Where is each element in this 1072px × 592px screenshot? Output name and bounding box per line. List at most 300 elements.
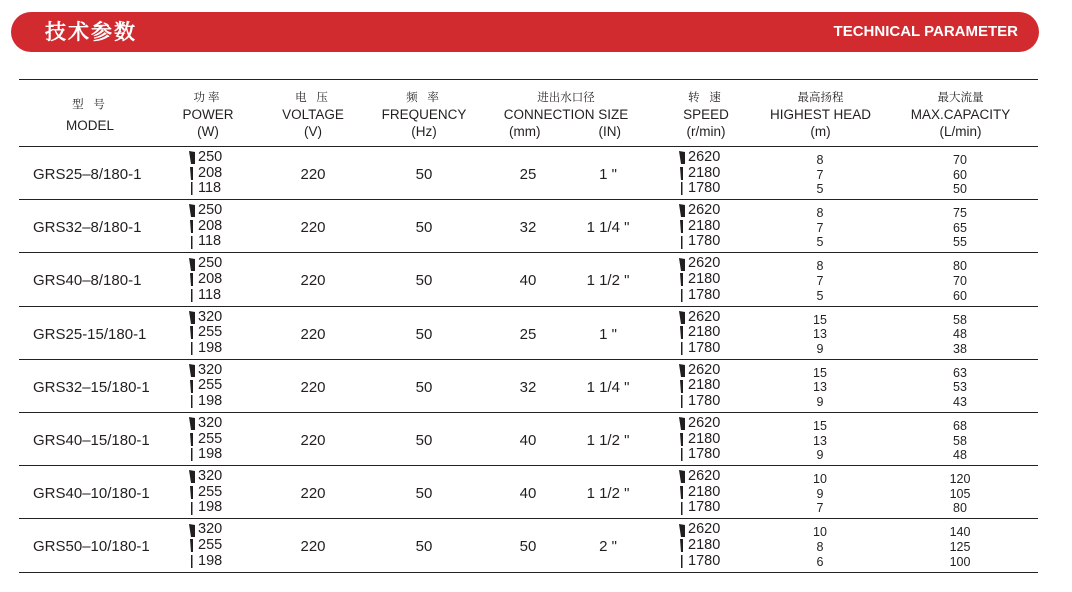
capacity-value: 70	[953, 273, 967, 288]
power-value-line	[189, 310, 222, 326]
header-head-en: HIGHEST HEAD	[769, 107, 872, 122]
connection-inch-cell: 1 1/2 "	[586, 272, 630, 290]
head-value: 7	[816, 220, 824, 235]
head-cell	[790, 153, 850, 197]
speed-value: 2620	[688, 308, 721, 325]
speed-value: 2620	[688, 415, 721, 431]
capacity-cell	[930, 525, 990, 569]
medium-speed-marker-icon	[189, 167, 195, 180]
head-value: 8	[816, 259, 824, 274]
header-speed	[666, 89, 746, 140]
medium-speed-marker-icon	[189, 539, 195, 552]
high-speed-marker-icon	[679, 204, 685, 217]
header-head	[758, 89, 883, 140]
speed-cell	[679, 150, 720, 197]
voltage-cell: 220	[300, 485, 326, 503]
power-value: 198	[198, 446, 223, 463]
low-speed-marker-icon	[679, 342, 685, 355]
speed-value: 1780	[688, 339, 721, 356]
power-value: 255	[198, 430, 223, 447]
connection-mm-cell: 50	[519, 538, 537, 556]
head-cell	[790, 525, 850, 569]
capacity-value: 100	[949, 554, 971, 569]
speed-value: 2180	[688, 324, 721, 341]
power-value-line	[189, 363, 222, 379]
voltage-cell: 220	[300, 325, 326, 343]
high-speed-marker-icon	[189, 417, 195, 430]
capacity-value: 58	[953, 312, 967, 327]
header-voltage	[268, 89, 358, 140]
capacity-value: 105	[949, 486, 971, 501]
head-value: 9	[816, 341, 824, 356]
connection-inch-cell: 1 1/2 "	[586, 485, 630, 503]
capacity-value: 53	[953, 380, 967, 395]
header-model-en: MODEL	[65, 118, 114, 133]
speed-value-line	[679, 469, 720, 485]
model-cell: GRS40–15/180-1	[33, 432, 150, 449]
power-value-line	[189, 234, 222, 250]
medium-speed-marker-icon	[679, 433, 685, 446]
medium-speed-marker-icon	[679, 380, 685, 393]
speed-value-line	[679, 166, 720, 182]
head-value: 15	[813, 312, 827, 327]
low-speed-marker-icon	[679, 448, 685, 461]
speed-value: 1780	[688, 286, 721, 303]
medium-speed-marker-icon	[189, 220, 195, 233]
head-cell	[790, 313, 850, 357]
connection-inch-cell: 1 "	[599, 166, 617, 183]
voltage-cell: 220	[300, 538, 326, 556]
power-cell	[189, 310, 222, 357]
power-value: 250	[198, 202, 223, 219]
high-speed-marker-icon	[679, 470, 685, 483]
head-value: 8	[816, 206, 824, 221]
low-speed-marker-icon	[189, 555, 195, 568]
table-row	[0, 253, 1072, 306]
speed-cell	[679, 522, 720, 569]
banner-title-en: TECHNICAL PARAMETER	[833, 23, 1018, 40]
table-row	[0, 413, 1072, 466]
capacity-cell	[930, 206, 990, 250]
power-value-line	[189, 203, 222, 219]
power-cell	[189, 416, 222, 463]
low-speed-marker-icon	[679, 289, 685, 302]
speed-value-line	[679, 234, 720, 250]
high-speed-marker-icon	[679, 151, 685, 164]
capacity-value: 125	[949, 539, 971, 554]
speed-value-line	[679, 219, 720, 235]
low-speed-marker-icon	[189, 236, 195, 249]
high-speed-marker-icon	[189, 470, 195, 483]
power-value: 250	[198, 149, 223, 165]
power-value: 118	[198, 233, 222, 250]
head-value: 8	[816, 539, 824, 554]
speed-value: 2620	[688, 521, 721, 538]
capacity-value: 75	[953, 206, 967, 221]
capacity-cell	[930, 153, 990, 197]
high-speed-marker-icon	[189, 258, 195, 271]
model-cell: GRS32–8/180-1	[33, 219, 142, 237]
header-connection	[491, 89, 641, 140]
low-speed-marker-icon	[679, 395, 685, 408]
header-speed-cn: 转 速	[688, 90, 724, 104]
frequency-cell: 50	[415, 272, 433, 290]
power-value-line	[189, 378, 222, 394]
capacity-cell	[930, 472, 990, 516]
head-cell	[790, 472, 850, 516]
capacity-cell	[930, 313, 990, 357]
table-row	[0, 466, 1072, 519]
speed-value-line	[679, 394, 720, 410]
voltage-cell: 220	[300, 219, 326, 237]
low-speed-marker-icon	[679, 236, 685, 249]
speed-value-line	[679, 325, 720, 341]
power-value: 320	[198, 308, 223, 325]
header-power-unit: (W)	[197, 124, 219, 139]
head-value: 13	[813, 380, 827, 395]
power-cell	[189, 522, 222, 569]
header-capacity-cn: 最大流量	[937, 90, 984, 104]
medium-speed-marker-icon	[189, 380, 195, 393]
power-value-line	[189, 166, 222, 182]
speed-value-line	[679, 447, 720, 463]
power-value: 320	[198, 361, 223, 378]
power-value: 320	[198, 521, 223, 538]
header-frequency-unit: (Hz)	[411, 124, 437, 139]
connection-inch-cell: 1 "	[599, 325, 617, 343]
head-value: 15	[813, 419, 827, 433]
low-speed-marker-icon	[189, 448, 195, 461]
connection-inch-cell: 1 1/4 "	[586, 219, 630, 237]
speed-value-line	[679, 363, 720, 379]
medium-speed-marker-icon	[679, 220, 685, 233]
low-speed-marker-icon	[679, 182, 685, 195]
header-voltage-cn: 电 压	[295, 90, 331, 104]
low-speed-marker-icon	[679, 555, 685, 568]
header-power	[168, 89, 248, 140]
power-value: 198	[198, 499, 223, 516]
header-connection-unit-mm: (mm)	[509, 124, 541, 139]
power-value-line	[189, 219, 222, 235]
power-cell	[189, 469, 222, 516]
head-value: 15	[813, 365, 827, 380]
head-value: 9	[816, 486, 824, 501]
head-value: 5	[816, 235, 824, 250]
model-cell: GRS25-15/180-1	[33, 325, 147, 343]
speed-value: 2180	[688, 536, 721, 553]
table-row	[0, 147, 1072, 200]
low-speed-marker-icon	[189, 182, 195, 195]
header-capacity-en: MAX.CAPACITY	[910, 107, 1011, 122]
head-value: 6	[816, 554, 824, 569]
speed-value: 2620	[688, 361, 721, 378]
speed-value: 1780	[688, 180, 721, 197]
speed-value: 2180	[688, 270, 721, 287]
power-value: 118	[198, 180, 222, 197]
capacity-value: 48	[953, 448, 967, 463]
head-value: 5	[816, 288, 824, 303]
power-value-line	[189, 181, 222, 197]
power-value: 255	[198, 324, 223, 341]
frequency-cell: 50	[415, 538, 433, 556]
frequency-cell: 50	[415, 432, 433, 449]
power-value: 320	[198, 415, 223, 431]
power-value-line	[189, 416, 222, 432]
medium-speed-marker-icon	[189, 273, 195, 286]
low-speed-marker-icon	[189, 289, 195, 302]
speed-value: 1780	[688, 446, 721, 463]
speed-value-line	[679, 272, 720, 288]
head-value: 13	[813, 433, 827, 448]
power-value-line	[189, 485, 222, 501]
power-value: 255	[198, 483, 223, 500]
frequency-cell: 50	[415, 378, 433, 396]
head-value: 7	[816, 167, 824, 182]
head-value: 8	[816, 153, 824, 167]
head-value: 9	[816, 448, 824, 463]
high-speed-marker-icon	[189, 311, 195, 324]
head-value: 10	[813, 525, 827, 540]
speed-value: 2180	[688, 217, 721, 234]
head-cell	[790, 366, 850, 410]
medium-speed-marker-icon	[679, 486, 685, 499]
capacity-value: 63	[953, 365, 967, 380]
voltage-cell: 220	[300, 432, 326, 449]
head-value: 7	[816, 273, 824, 288]
capacity-value: 140	[949, 525, 971, 540]
connection-inch-cell: 1 1/4 "	[586, 378, 630, 396]
power-cell	[189, 363, 222, 410]
power-cell	[189, 150, 222, 197]
speed-value-line	[679, 288, 720, 304]
connection-mm-cell: 40	[519, 432, 537, 449]
speed-value-line	[679, 310, 720, 326]
high-speed-marker-icon	[679, 364, 685, 377]
power-value-line	[189, 256, 222, 272]
header-power-en: POWER	[182, 107, 234, 122]
power-value-line	[189, 500, 222, 516]
header-frequency-cn: 频 率	[406, 90, 442, 104]
header-voltage-unit: (V)	[304, 124, 322, 139]
low-speed-marker-icon	[679, 502, 685, 515]
capacity-value: 65	[953, 220, 967, 235]
speed-value: 1780	[688, 392, 721, 409]
power-value: 118	[198, 286, 222, 303]
medium-speed-marker-icon	[189, 326, 195, 339]
header-head-unit: (m)	[810, 124, 831, 139]
connection-mm-cell: 25	[519, 325, 537, 343]
connection-mm-cell: 40	[519, 272, 537, 290]
speed-value-line	[679, 416, 720, 432]
power-value-line	[189, 325, 222, 341]
frequency-cell: 50	[415, 485, 433, 503]
capacity-value: 50	[953, 182, 967, 197]
banner-title-cn: 技术参数	[45, 20, 137, 44]
header-voltage-en: VOLTAGE	[282, 107, 344, 122]
speed-cell	[679, 256, 720, 303]
speed-value-line	[679, 203, 720, 219]
capacity-cell	[930, 419, 990, 463]
speed-value-line	[679, 485, 720, 501]
header-connection-en: CONNECTION SIZE	[503, 107, 629, 122]
high-speed-marker-icon	[189, 364, 195, 377]
capacity-value: 38	[953, 341, 967, 356]
power-value: 255	[198, 536, 223, 553]
header-model-cn: 型 号	[72, 97, 108, 111]
model-cell: GRS25–8/180-1	[33, 166, 142, 183]
power-value-line	[189, 150, 222, 166]
medium-speed-marker-icon	[679, 326, 685, 339]
power-value: 198	[198, 552, 223, 569]
power-value: 255	[198, 377, 223, 394]
speed-cell	[679, 469, 720, 516]
power-value: 320	[198, 468, 223, 485]
power-cell	[189, 256, 222, 303]
header-frequency-en: FREQUENCY	[381, 107, 467, 122]
speed-value-line	[679, 150, 720, 166]
connection-inch-cell: 1 1/2 "	[586, 432, 630, 449]
capacity-value: 43	[953, 394, 967, 409]
speed-value: 2620	[688, 255, 721, 272]
connection-mm-cell: 40	[519, 485, 537, 503]
speed-cell	[679, 363, 720, 410]
medium-speed-marker-icon	[679, 539, 685, 552]
head-value: 13	[813, 327, 827, 342]
power-value: 208	[198, 270, 223, 287]
voltage-cell: 220	[300, 378, 326, 396]
speed-cell	[679, 416, 720, 463]
table-top-rule	[19, 79, 1038, 80]
power-value-line	[189, 538, 222, 554]
power-value-line	[189, 272, 222, 288]
power-value-line	[189, 341, 222, 357]
power-value-line	[189, 394, 222, 410]
speed-value: 2620	[688, 202, 721, 219]
low-speed-marker-icon	[189, 395, 195, 408]
connection-mm-cell: 32	[519, 219, 537, 237]
medium-speed-marker-icon	[189, 486, 195, 499]
capacity-cell	[930, 259, 990, 303]
header-connection-unit-in: (IN)	[598, 124, 621, 139]
header-speed-en: SPEED	[683, 107, 729, 122]
table-row	[0, 307, 1072, 360]
capacity-value: 60	[953, 167, 967, 182]
speed-value: 1780	[688, 552, 721, 569]
speed-cell	[679, 310, 720, 357]
table-row	[0, 360, 1072, 413]
header-capacity-unit: (L/min)	[939, 124, 982, 139]
speed-value-line	[679, 500, 720, 516]
header-model	[45, 96, 135, 134]
power-cell	[189, 203, 222, 250]
speed-value: 2620	[688, 149, 721, 165]
head-value: 9	[816, 394, 824, 409]
capacity-cell	[930, 366, 990, 410]
capacity-value: 58	[953, 433, 967, 448]
model-cell: GRS40–8/180-1	[33, 272, 142, 290]
connection-inch-cell: 2 "	[599, 538, 617, 556]
frequency-cell: 50	[415, 166, 433, 183]
speed-value-line	[679, 432, 720, 448]
head-value: 5	[816, 182, 824, 197]
capacity-value: 80	[953, 259, 967, 274]
speed-value: 2180	[688, 377, 721, 394]
power-value: 208	[198, 217, 223, 234]
speed-value-line	[679, 538, 720, 554]
head-value: 7	[816, 501, 824, 516]
capacity-value: 120	[949, 472, 971, 487]
frequency-cell: 50	[415, 219, 433, 237]
speed-value: 2180	[688, 430, 721, 447]
header-connection-cn: 进出水口径	[537, 90, 595, 104]
high-speed-marker-icon	[679, 258, 685, 271]
head-cell	[790, 259, 850, 303]
power-value: 198	[198, 392, 223, 409]
medium-speed-marker-icon	[679, 273, 685, 286]
model-cell: GRS32–15/180-1	[33, 378, 150, 396]
high-speed-marker-icon	[679, 524, 685, 537]
medium-speed-marker-icon	[189, 433, 195, 446]
frequency-cell: 50	[415, 325, 433, 343]
head-cell	[790, 206, 850, 250]
low-speed-marker-icon	[189, 502, 195, 515]
table-row	[0, 519, 1072, 572]
head-value: 10	[813, 472, 827, 487]
speed-value: 2180	[688, 483, 721, 500]
speed-value: 1780	[688, 233, 721, 250]
speed-value-line	[679, 341, 720, 357]
medium-speed-marker-icon	[679, 167, 685, 180]
high-speed-marker-icon	[189, 151, 195, 164]
high-speed-marker-icon	[189, 204, 195, 217]
capacity-value: 60	[953, 288, 967, 303]
header-speed-unit: (r/min)	[686, 124, 726, 139]
header-capacity	[898, 89, 1023, 140]
row-bottom-rule	[19, 572, 1038, 573]
high-speed-marker-icon	[679, 417, 685, 430]
connection-mm-cell: 25	[519, 166, 537, 183]
power-value-line	[189, 469, 222, 485]
capacity-value: 68	[953, 419, 967, 433]
header-frequency	[369, 89, 479, 140]
table-row	[0, 200, 1072, 253]
speed-cell	[679, 203, 720, 250]
speed-value-line	[679, 554, 720, 570]
capacity-value: 70	[953, 153, 967, 167]
power-value: 250	[198, 255, 223, 272]
power-value-line	[189, 554, 222, 570]
header-head-cn: 最高扬程	[797, 90, 844, 104]
power-value-line	[189, 447, 222, 463]
speed-value-line	[679, 522, 720, 538]
capacity-value: 55	[953, 235, 967, 250]
speed-value-line	[679, 181, 720, 197]
high-speed-marker-icon	[189, 524, 195, 537]
title-banner	[11, 12, 1039, 52]
speed-value-line	[679, 378, 720, 394]
head-cell	[790, 419, 850, 463]
speed-value: 1780	[688, 499, 721, 516]
speed-value: 2620	[688, 468, 721, 485]
power-value-line	[189, 288, 222, 304]
high-speed-marker-icon	[679, 311, 685, 324]
power-value-line	[189, 522, 222, 538]
power-value: 208	[198, 164, 223, 181]
power-value: 198	[198, 339, 223, 356]
capacity-value: 80	[953, 501, 967, 516]
power-value-line	[189, 432, 222, 448]
header-power-cn: 功率	[193, 90, 223, 104]
